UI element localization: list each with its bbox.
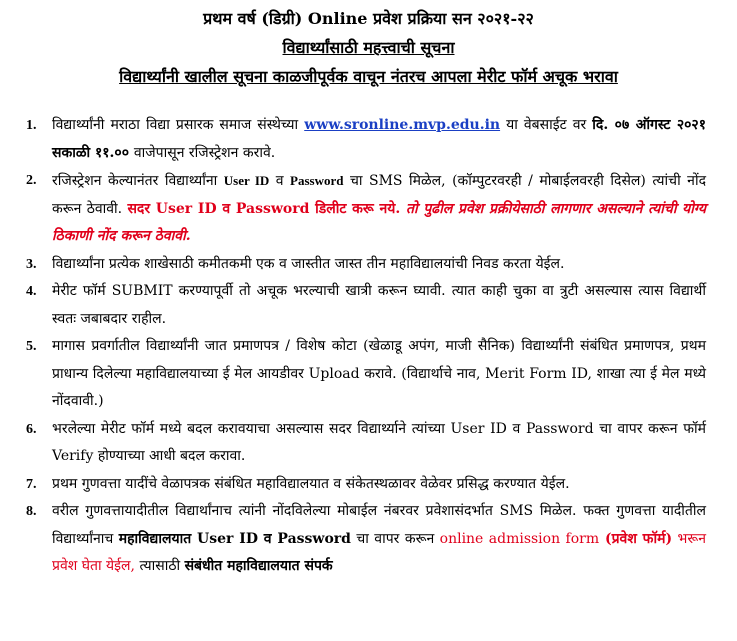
item-text: रजिस्ट्रेशन केल्यानंतर विद्यार्थ्यांना: [52, 173, 224, 189]
item-number: 6.: [26, 421, 37, 437]
notice-subheading: विद्यार्थ्यांनी खालील सूचना काळजीपूर्वक वाचून नंतरच आपला मेरीट फॉर्म अचूक भरावा: [119, 67, 618, 86]
item-number: 3.: [26, 256, 37, 272]
instruction-item-8: [26, 498, 706, 581]
delete-warning: सदर User ID व Password डिलीट करू नये.: [127, 200, 401, 217]
instruction-item-5: [26, 333, 706, 416]
contact-college: संबंधीत महाविद्यालयात संपर्क: [184, 558, 333, 574]
item-text: चा SMS मिळेल, (कॉम्पुटरवरही / मोबाईलवरही दिसेल) त्यांची नोंद करून ठेवावी.: [52, 173, 707, 217]
website-link[interactable]: www.sronline.mvp.edu.in: [304, 117, 501, 133]
item-text: मागास प्रवर्गातील विद्यार्थ्यांनी जात प्रमाणपत्र / विशेष कोटा (खेळाडू अपंग, माजी सैनिक) विद्यार्थ्यांनी संबंधित प्रमाणपत्र, प्रथम प्राधान्य दिलेल्या महाविद्यालयाच्या ई मेल आयडीवर Upload करावे. (विद्यार्थाचे नाव, Merit Form ID, शाखा त्या ई मेल मध्ये नोंदवावी.): [52, 338, 706, 409]
item-number: 2.: [26, 173, 37, 188]
instruction-item-7: [26, 471, 706, 499]
item-text: व: [269, 173, 291, 189]
admission-note: भरून प्रवेश घेता येईल,: [52, 530, 706, 574]
item-number: 1.: [26, 118, 37, 133]
item-text: प्रथम गुणवत्ता यादींचे वेळापत्रक संबंधित महाविद्यालयात व संकेतस्थळावर वेळेवर प्रसिद्ध करण्यात येईल.: [52, 475, 570, 492]
registration-date: दि. ०७ ऑगस्ट २०२१ सकाळी ११.००: [52, 117, 706, 161]
item-number: 8.: [26, 504, 37, 519]
instructions-list: [26, 112, 706, 581]
item-text: मेरीट फॉर्म SUBMIT करण्यापूर्वी तो अचूक भरल्याची खात्री करून घ्यावी. त्यात काही चुका वा त्रुटी असल्यास त्यास विद्यार्थी स्वतः जबाबदार राहील.: [52, 283, 706, 327]
password-term: Password: [290, 173, 344, 188]
item-text: वरील गुणवत्तायादीतील विद्यार्थांनाच त्यांनी नोंदविलेल्या मोबाईल नंबरवर प्रवेशासंदर्भात SMS मिळेल. फक्त गुणवत्ता यादीतील विद्यार्थ्यांनाच: [52, 503, 706, 547]
admission-form-term: online admission form: [439, 530, 600, 547]
admission-form-marathi: (प्रवेश फॉर्म): [599, 530, 673, 547]
instruction-item-4: [26, 278, 706, 333]
instruction-item-6: [26, 416, 706, 471]
note-warning: तो पुढील प्रवेश प्रक्रीयेसाठी लागणार असल्याने त्यांची योग्य ठिकाणी नोंद करून ठेवावी.: [52, 200, 706, 244]
instruction-item-2: [26, 167, 706, 251]
item-text: या वेबसाईट वर: [500, 117, 593, 133]
item-text: विद्यार्थ्यांनी मराठा विद्या प्रसारक समाज संस्थेच्या: [52, 117, 305, 133]
item-number: 4.: [26, 284, 37, 299]
notice-heading: विद्यार्थ्यांसाठी महत्त्वाची सूचना: [282, 38, 455, 57]
item-number: 5.: [26, 339, 37, 354]
college-credentials: महाविद्यालयात User ID व Password: [118, 530, 351, 547]
item-text: भरलेल्या मेरीट फॉर्म मध्ये बदल करावयाचा असल्यास सदर विद्यार्थ्याने त्यांच्या User ID व Password चा वापर करून फॉर्म Verify होण्याच्या आधी बदल करावा.: [52, 420, 706, 464]
item-number: 7.: [26, 476, 37, 492]
item-text: त्यासाठी: [135, 558, 185, 574]
page-title: प्रथम वर्ष (डिग्री) Online प्रवेश प्रक्रिया सन २०२१-२२: [203, 9, 534, 28]
instruction-item-3: [26, 251, 706, 279]
instruction-item-1: [26, 112, 706, 167]
user-id-term: User ID: [223, 173, 270, 188]
item-text: वाजेपासून रजिस्ट्रेशन करावे.: [133, 144, 276, 161]
item-text: विद्यार्थ्यांना प्रत्येक शाखेसाठी कमीतकमी एक व जास्तीत जास्त तीन महाविद्यालयांची निवड करता येईल.: [52, 255, 565, 272]
item-text: चा वापर करून: [350, 530, 440, 547]
